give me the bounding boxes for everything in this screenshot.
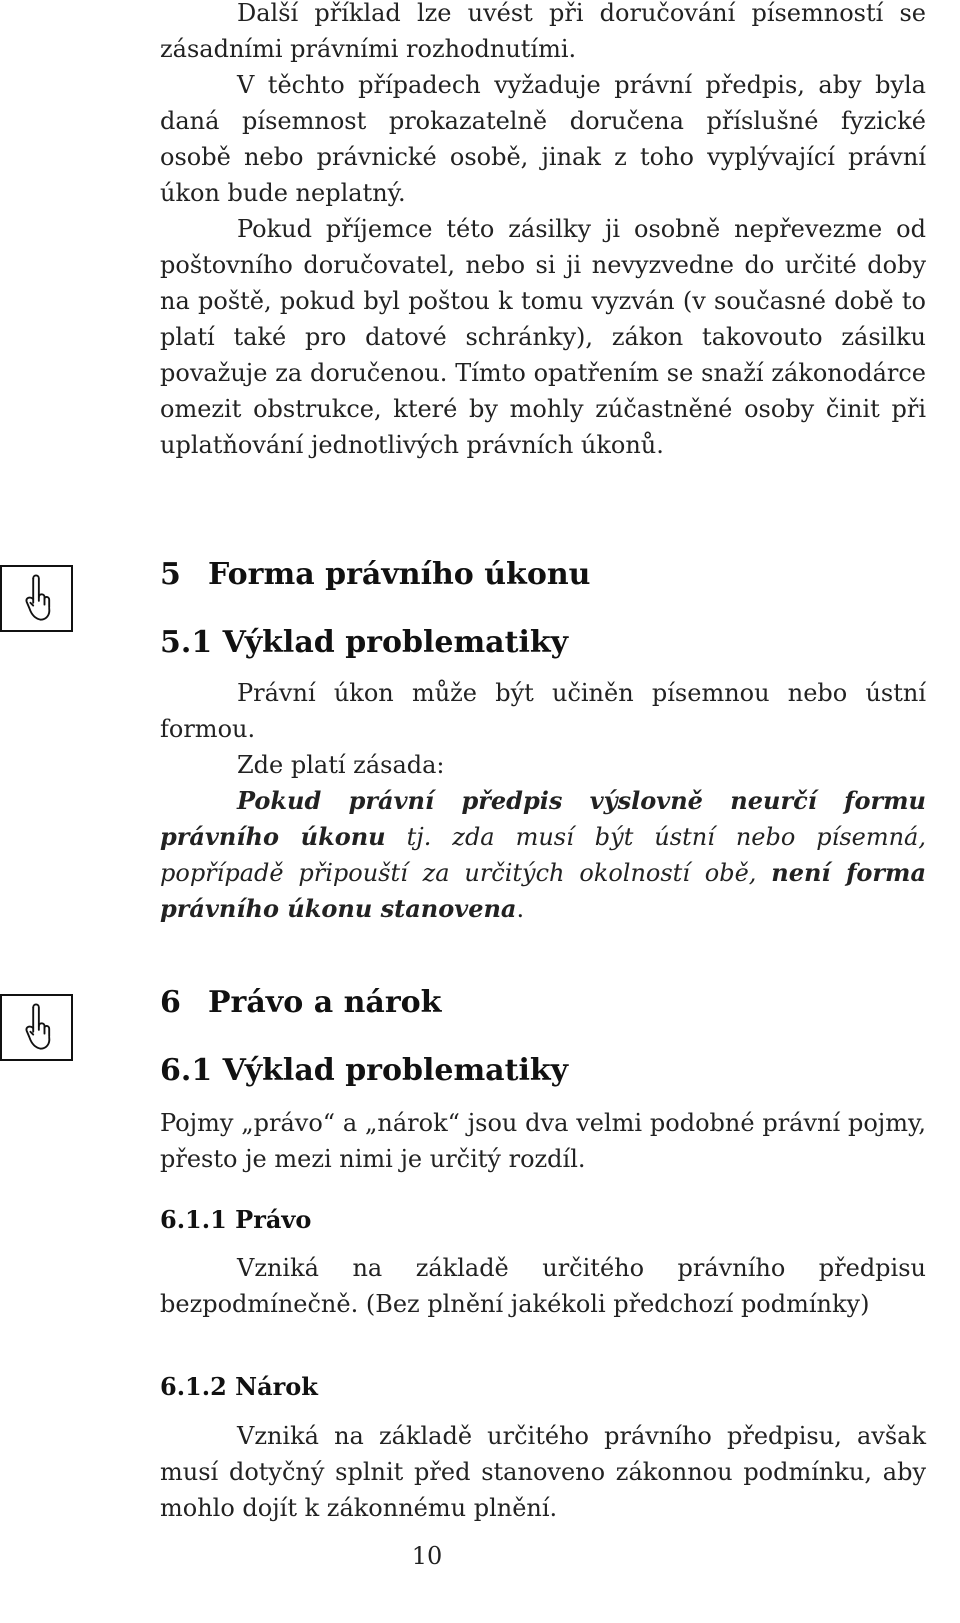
rule-end: .: [516, 895, 525, 923]
rule-italic-text: tj. zda musí být ústní nebo písemná, popřípadě připouští za určitých okolností obě,: [160, 823, 926, 887]
section-5-paragraph-2: Zde platí zásada:: [237, 751, 445, 779]
section-6-heading: [160, 983, 926, 1023]
intro-paragraph-1: Další příklad lze uvést při doručování písemností se zásadními právními rozhodnutími.: [160, 0, 926, 63]
subsection-pravo-heading: 6.1.1 Právo: [160, 1205, 312, 1234]
subsection-narok-paragraph: Vzniká na základě určitého právního předpisu, avšak musí dotyčný splnit před stanoveno zákonnou podmínku, aby mohlo dojít k zákonnému plnění.: [160, 1422, 926, 1522]
rule-bold-text-1: Pokud právní předpis výslovně neurčí formu právního úkonu: [160, 786, 926, 851]
section-6-title: Právo a nárok: [208, 985, 442, 1020]
section-6-1-heading: [160, 1051, 926, 1091]
section-5-1-number: 5.1: [160, 625, 213, 660]
subsection-pravo-paragraph: Vzniká na základě určitého právního předpisu bezpodmínečně. (Bez plnění jakékoli předchozí podmínky): [160, 1254, 926, 1318]
section-5-number: 5: [160, 557, 181, 592]
section-6-number: 6: [160, 985, 181, 1020]
section-5-rule: [160, 783, 926, 927]
section-6-paragraph-1: Pojmy „právo“ a „nárok“ jsou dva velmi podobné právní pojmy, přesto je mezi nimi je určitý rozdíl.: [160, 1109, 926, 1173]
section-6-1-number: 6.1: [160, 1053, 213, 1088]
pointing-finger-icon: [0, 994, 73, 1061]
section-5-title: Forma právního úkonu: [208, 557, 591, 592]
pointing-finger-icon: [0, 565, 73, 632]
section-5-paragraph-1: Právní úkon může být učiněn písemnou nebo ústní formou.: [160, 679, 926, 743]
intro-paragraph-3: Pokud příjemce této zásilky ji osobně nepřevezme od poštovního doručovatel, nebo si ji nevyzvedne do určité doby na poště, pokud byl poštou k tomu vyzván (v současné době to platí také pro datové schránky), zákon takovouto zásilku považuje za doručenou. Tímto opatřením se snaží zákonodárce omezit obstrukce, které by mohly zúčastněné osoby činit při uplatňování jednotlivých právních úkonů.: [160, 215, 926, 459]
section-5-1-title: Výklad problematiky: [222, 625, 569, 660]
intro-paragraph-2: V těchto případech vyžaduje právní předpis, aby byla daná písemnost prokazatelně doručena příslušné fyzické osobě nebo právnické osobě, jinak z toho vyplývající právní úkon bude neplatný.: [160, 71, 926, 207]
section-5-heading: [160, 555, 926, 595]
section-5-1-heading: [160, 623, 926, 663]
section-6-1-title: Výklad problematiky: [222, 1053, 569, 1088]
subsection-narok-heading: 6.1.2 Nárok: [160, 1372, 318, 1401]
page-number: 10: [411, 1542, 443, 1570]
rule-bold-text-2: není forma právního úkonu stanovena: [160, 858, 926, 923]
